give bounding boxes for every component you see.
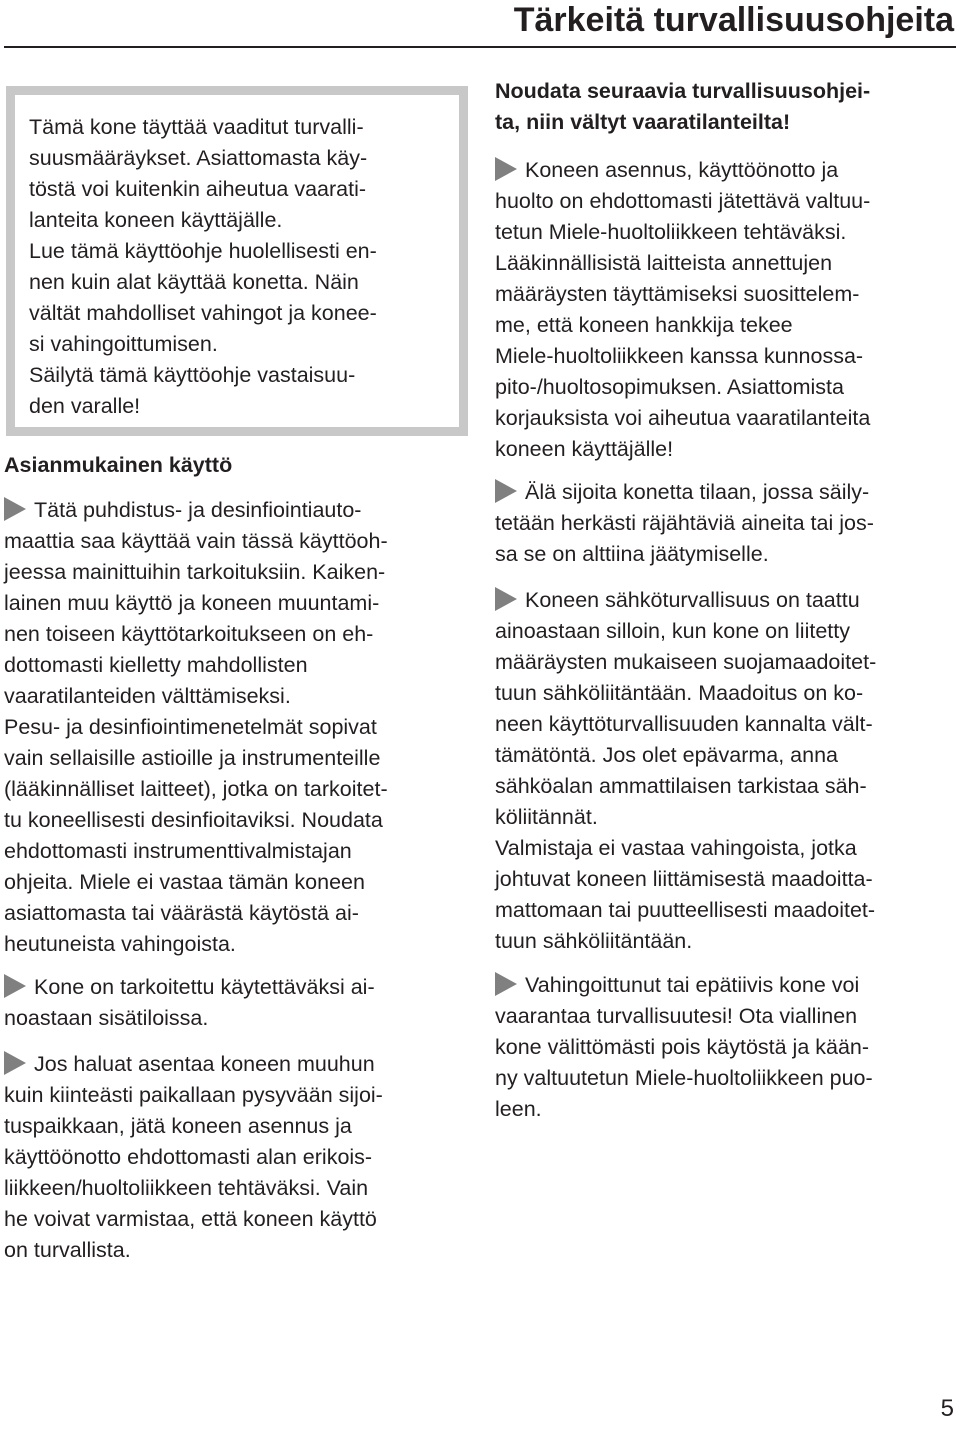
paragraph-line: vaarantaa turvallisuutesi! Ota viallinen	[495, 1004, 858, 1028]
paragraph-line: johtuvat koneen liittämisestä maadoitta-	[495, 867, 873, 891]
right-heading	[495, 76, 870, 138]
paragraph-line: tu koneellisesti desinfioitaviksi. Noudata	[4, 808, 383, 832]
section-heading	[4, 450, 232, 481]
notice-box	[6, 86, 468, 436]
right-item-1	[495, 155, 870, 465]
paragraph-line: kuin kiinteästi paikallaan pysyvään sijoi-	[4, 1083, 383, 1107]
paragraph-line: lainen muu käyttö ja koneen muuntami-	[4, 591, 380, 615]
paragraph-line: jeessa mainittuihin tarkoituksiin. Kaiken-	[4, 560, 386, 584]
paragraph-line: neen käyttöturvallisuuden kannalta vält-	[495, 712, 873, 736]
notice-text	[29, 112, 377, 422]
heading-line: Noudata seuraavia turvallisuusohjei-	[495, 79, 871, 103]
paragraph-line: Vahingoittunut tai epätiivis kone voi	[525, 973, 860, 997]
paragraph-line: tuun sähköliitäntään.	[495, 929, 693, 953]
paragraph-line: on turvallista.	[4, 1238, 131, 1262]
paragraph-line: heutuneista vahingoista.	[4, 932, 236, 956]
notice-line: Tämä kone täyttää vaaditut turvalli-	[29, 115, 364, 139]
paragraph-line: tämätöntä. Jos olet epävarma, anna	[495, 743, 839, 767]
arrow-right-icon	[4, 497, 26, 521]
paragraph-line: noastaan sisätiloissa.	[4, 1006, 209, 1030]
paragraph-line: Kone on tarkoitettu käytettäväksi ai-	[34, 975, 375, 999]
arrow-right-icon	[495, 972, 517, 996]
paragraph-line: Valmistaja ei vastaa vahingoista, jotka	[495, 836, 857, 860]
notice-line: töstä voi kuitenkin aiheutua vaarati-	[29, 177, 367, 201]
paragraph-line: maattia saa käyttää vain tässä käyttöoh-	[4, 529, 388, 553]
paragraph-line: (lääkinnälliset laitteet), jotka on tarkoitet-	[4, 777, 388, 801]
paragraph-line: vain sellaisille astioille ja instrumenteille	[4, 746, 381, 770]
arrow-right-icon	[4, 1051, 26, 1075]
arrow-right-icon	[495, 479, 517, 503]
paragraph-line: ohjeita. Miele ei vastaa tämän koneen	[4, 870, 365, 894]
paragraph-line: määräysten mukaiseen suojamaadoitet-	[495, 650, 877, 674]
notice-line: nen kuin alat käyttää konetta. Näin	[29, 270, 359, 294]
paragraph-line: huolto on ehdottomasti jätettävä valtuu-	[495, 189, 871, 213]
paragraph-line: koneen käyttäjälle!	[495, 437, 674, 461]
paragraph-line: Pesu- ja desinfiointimenetelmät sopivat	[4, 715, 377, 739]
arrow-right-icon	[495, 157, 517, 181]
left-item-3	[4, 1049, 383, 1266]
right-item-4	[495, 970, 873, 1125]
paragraph-line: tetään herkästi räjähtäviä aineita tai jos-	[495, 511, 874, 535]
heading-proper-use: Asianmukainen käyttö	[4, 453, 233, 477]
paragraph-line: tuspaikkaan, jätä koneen asennus ja	[4, 1114, 352, 1138]
paragraph-line: määräysten täyttämiseksi suosittelem-	[495, 282, 860, 306]
notice-line: lanteita koneen käyttäjälle.	[29, 208, 283, 232]
paragraph-line: köliitännät.	[495, 805, 598, 829]
heading-line: ta, niin vältyt vaaratilanteilta!	[495, 110, 791, 134]
paragraph-line: Miele-huoltoliikkeen kanssa kunnossa-	[495, 344, 864, 368]
paragraph-line: käyttöönotto ehdottomasti alan erikois-	[4, 1145, 373, 1169]
paragraph-line: tuun sähköliitäntään. Maadoitus on ko-	[495, 681, 864, 705]
right-item-3	[495, 585, 876, 957]
paragraph-line: korjauksista voi aiheutua vaaratilanteita	[495, 406, 871, 430]
left-item-1	[4, 495, 388, 960]
paragraph-line: vaaratilanteiden välttämiseksi.	[4, 684, 291, 708]
paragraph-line: asiattomasta tai väärästä käytöstä ai-	[4, 901, 359, 925]
paragraph-line: Lääkinnällisistä laitteista annettujen	[495, 251, 833, 275]
paragraph-line: nen toiseen käyttötarkoitukseen on eh-	[4, 622, 374, 646]
header-divider	[4, 46, 956, 48]
page-header-title: Tärkeitä turvallisuusohjeita	[513, 1, 954, 39]
paragraph-line: sa se on alttiina jäätymiselle.	[495, 542, 769, 566]
paragraph-line: Koneen sähköturvallisuus on taattu	[525, 588, 860, 612]
paragraph-line: pito-/huoltosopimuksen. Asiattomista	[495, 375, 844, 399]
paragraph-line: Tätä puhdistus- ja desinfiointiauto-	[34, 498, 362, 522]
paragraph-line: ny valtuutetun Miele-huoltoliikkeen puo-	[495, 1066, 873, 1090]
paragraph-line: Älä sijoita konetta tilaan, jossa säily-	[525, 480, 870, 504]
notice-line: vältät mahdolliset vahingot ja konee-	[29, 301, 377, 325]
paragraph-line: leen.	[495, 1097, 542, 1121]
notice-line: den varalle!	[29, 394, 141, 418]
paragraph-line: mattomaan tai puutteellisesti maadoitet-	[495, 898, 876, 922]
paragraph-line: Jos haluat asentaa koneen muuhun	[34, 1052, 375, 1076]
paragraph-line: ehdottomasti instrumenttivalmistajan	[4, 839, 352, 863]
paragraph-line: Koneen asennus, käyttöönotto ja	[525, 158, 839, 182]
notice-line: si vahingoittumisen.	[29, 332, 218, 356]
page-number: 5	[940, 1395, 954, 1422]
notice-line: Lue tämä käyttöohje huolellisesti en-	[29, 239, 377, 263]
paragraph-line: ainoastaan silloin, kun kone on liitetty	[495, 619, 850, 643]
paragraph-line: kone välittömästi pois käytöstä ja kään-	[495, 1035, 870, 1059]
paragraph-line: liikkeen/huoltoliikkeen tehtäväksi. Vain	[4, 1176, 369, 1200]
paragraph-line: tetun Miele-huoltoliikkeen tehtäväksi.	[495, 220, 847, 244]
paragraph-line: sähköalan ammattilaisen tarkistaa säh-	[495, 774, 867, 798]
right-item-2	[495, 477, 874, 570]
arrow-right-icon	[495, 587, 517, 611]
left-item-2	[4, 972, 375, 1034]
paragraph-line: he voivat varmistaa, että koneen käyttö	[4, 1207, 377, 1231]
notice-line: Säilytä tämä käyttöohje vastaisuu-	[29, 363, 356, 387]
paragraph-line: dottomasti kielletty mahdollisten	[4, 653, 308, 677]
paragraph-line: me, että koneen hankkija tekee	[495, 313, 793, 337]
arrow-right-icon	[4, 974, 26, 998]
notice-line: suusmääräykset. Asiattomasta käy-	[29, 146, 368, 170]
